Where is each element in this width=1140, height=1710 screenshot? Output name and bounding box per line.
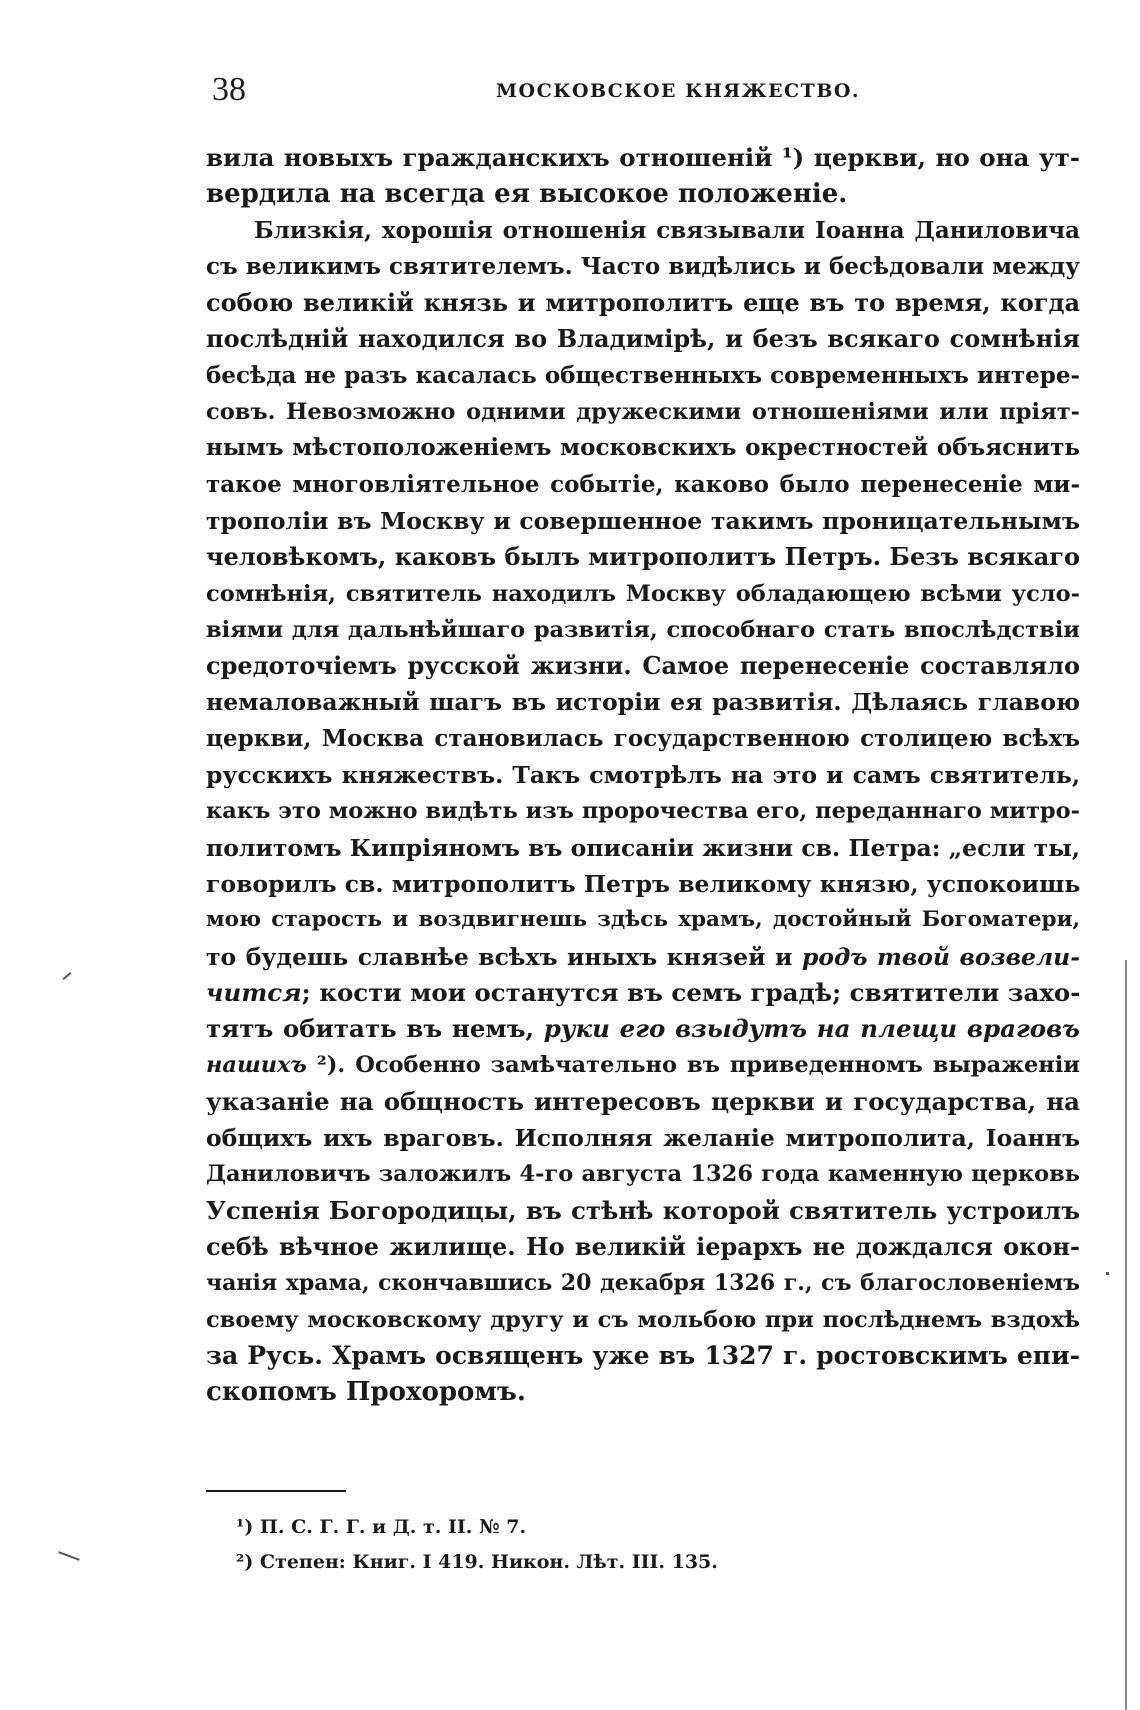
text-line: русскихъ княжествъ. Такъ смотрѣлъ на это и самъ святитель, — [206, 761, 1080, 790]
footnote: ²) Степен: Книг. I 419. Никон. Лѣт. III. 135. — [236, 1551, 718, 1573]
text-line: послѣдній находился во Владимірѣ, и безъ всякаго сомнѣнія — [206, 324, 1080, 354]
text-line: скопомъ Прохоромъ. — [206, 1377, 526, 1408]
text-line-mixed — [206, 975, 1080, 1011]
italic-quote: родъ твой возвели- — [801, 942, 1081, 971]
page-number: 38 — [212, 71, 246, 108]
text-line: трополіи въ Москву и совершенное такимъ проницательнымъ — [206, 506, 1080, 535]
page-edge — [1125, 960, 1127, 1710]
footnote-divider — [206, 1490, 346, 1492]
text-line: церкви, Москва становилась государственною столицею всѣхъ — [206, 724, 1080, 752]
text-line: политомъ Кипріяномъ въ описаніи жизни св. Петра: „если ты, — [206, 833, 1080, 862]
scan-artifact — [58, 1551, 79, 1560]
text-line: себѣ вѣчное жилище. Но великій іерархъ не дождался окон- — [206, 1231, 1080, 1261]
text-line: совъ. Невозможно одними дружескими отношеніями или пріят- — [206, 399, 1080, 426]
scan-artifact — [63, 972, 72, 980]
text-line: общихъ ихъ враговъ. Исполняя желаніе митрополита, Іоаннъ — [206, 1124, 1080, 1153]
italic-quote: чится — [206, 977, 302, 1007]
text-line: Успенія Богородицы, въ стѣнѣ которой святитель устроилъ — [206, 1195, 1080, 1225]
text-line: немаловажный шагъ въ исторіи ея развитія. Дѣлаясь главою — [206, 688, 1080, 717]
page-header — [212, 70, 1082, 120]
running-head: МОСКОВСКОЕ КНЯЖЕСТВО. — [496, 80, 861, 102]
text-segment: ; кости мои останутся въ семъ градѣ; святители захо- — [301, 977, 1081, 1007]
body-text — [206, 140, 1080, 1410]
text-line: говорилъ св. митрополитъ Петръ великому князю, успокоишь — [206, 869, 1081, 898]
text-line-mixed — [206, 1047, 1080, 1083]
text-line: такое многовліятельное событіе, каково было перенесеніе ми- — [206, 470, 1080, 498]
text-line: за Русь. Храмъ освященъ уже въ 1327 г. ростовскимъ епи- — [206, 1340, 1080, 1370]
italic-quote: руки его взыдутъ на плещи враговъ — [543, 1014, 1080, 1044]
text-line: собою великій князь и митрополитъ еще въ то время, когда — [206, 288, 1080, 318]
text-segment: то будешь славнѣе всѣхъ иныхъ князей и — [206, 942, 793, 971]
text-line: Близкія, хорошія отношенія связывали Іоанна Даниловича — [254, 216, 1080, 244]
text-line: чанія храма, скончавшись 20 декабря 1326 г., съ благословеніемъ — [206, 1270, 1080, 1297]
scan-artifact — [1106, 1272, 1109, 1275]
italic-quote: нашихъ — [206, 1052, 307, 1079]
text-line: указаніе на общность интересовъ церкви и государства, на — [206, 1086, 1080, 1116]
text-line-mixed — [206, 1011, 1080, 1047]
text-line-mixed — [206, 939, 1080, 975]
text-line: Даниловичъ заложилъ 4-го августа 1326 года каменную церковь — [206, 1161, 1080, 1188]
text-line: средоточіемъ русской жизни. Самое перенесеніе составляло — [206, 651, 1080, 681]
text-line: мою старость и воздвигнешь здѣсь храмъ, достойный Богоматери, — [206, 907, 1080, 933]
footnote: ¹) П. С. Г. Г. и Д. т. II. № 7. — [236, 1516, 527, 1538]
footnotes — [236, 1510, 1036, 1580]
text-segment: ²). Особенно замѣчательно въ приведенномъ выраженіи — [316, 1052, 1080, 1079]
text-line: какъ это можно видѣть изъ пророчества его, переданнаго митро- — [206, 798, 1080, 825]
text-line: бесѣда не разъ касалась общественныхъ современныхъ интере- — [206, 361, 1080, 389]
text-line: съ великимъ святителемъ. Часто видѣлись и бесѣдовали между — [206, 252, 1080, 280]
text-line: вила новыхъ гражданскихъ отношеній ¹) церкви, но она ут- — [206, 143, 1080, 172]
text-line: віями для дальнѣйшаго развитія, способнаго стать впослѣдствіи — [206, 616, 1080, 643]
text-segment: тятъ обитать въ немъ, — [206, 1014, 535, 1044]
text-line: сомнѣнія, святитель находилъ Москву обладающею всѣми усло- — [206, 580, 1080, 607]
text-line: вердила на всегда ея высокое положеніе. — [206, 179, 848, 210]
text-line: нымъ мѣстоположеніемъ московскихъ окрестностей объяснить — [206, 434, 1080, 462]
text-line: человѣкомъ, каковъ былъ митрополитъ Петръ. Безъ всякаго — [206, 542, 1080, 572]
text-line: своему московскому другу и съ мольбою при послѣднемъ вздохѣ — [206, 1306, 1080, 1333]
